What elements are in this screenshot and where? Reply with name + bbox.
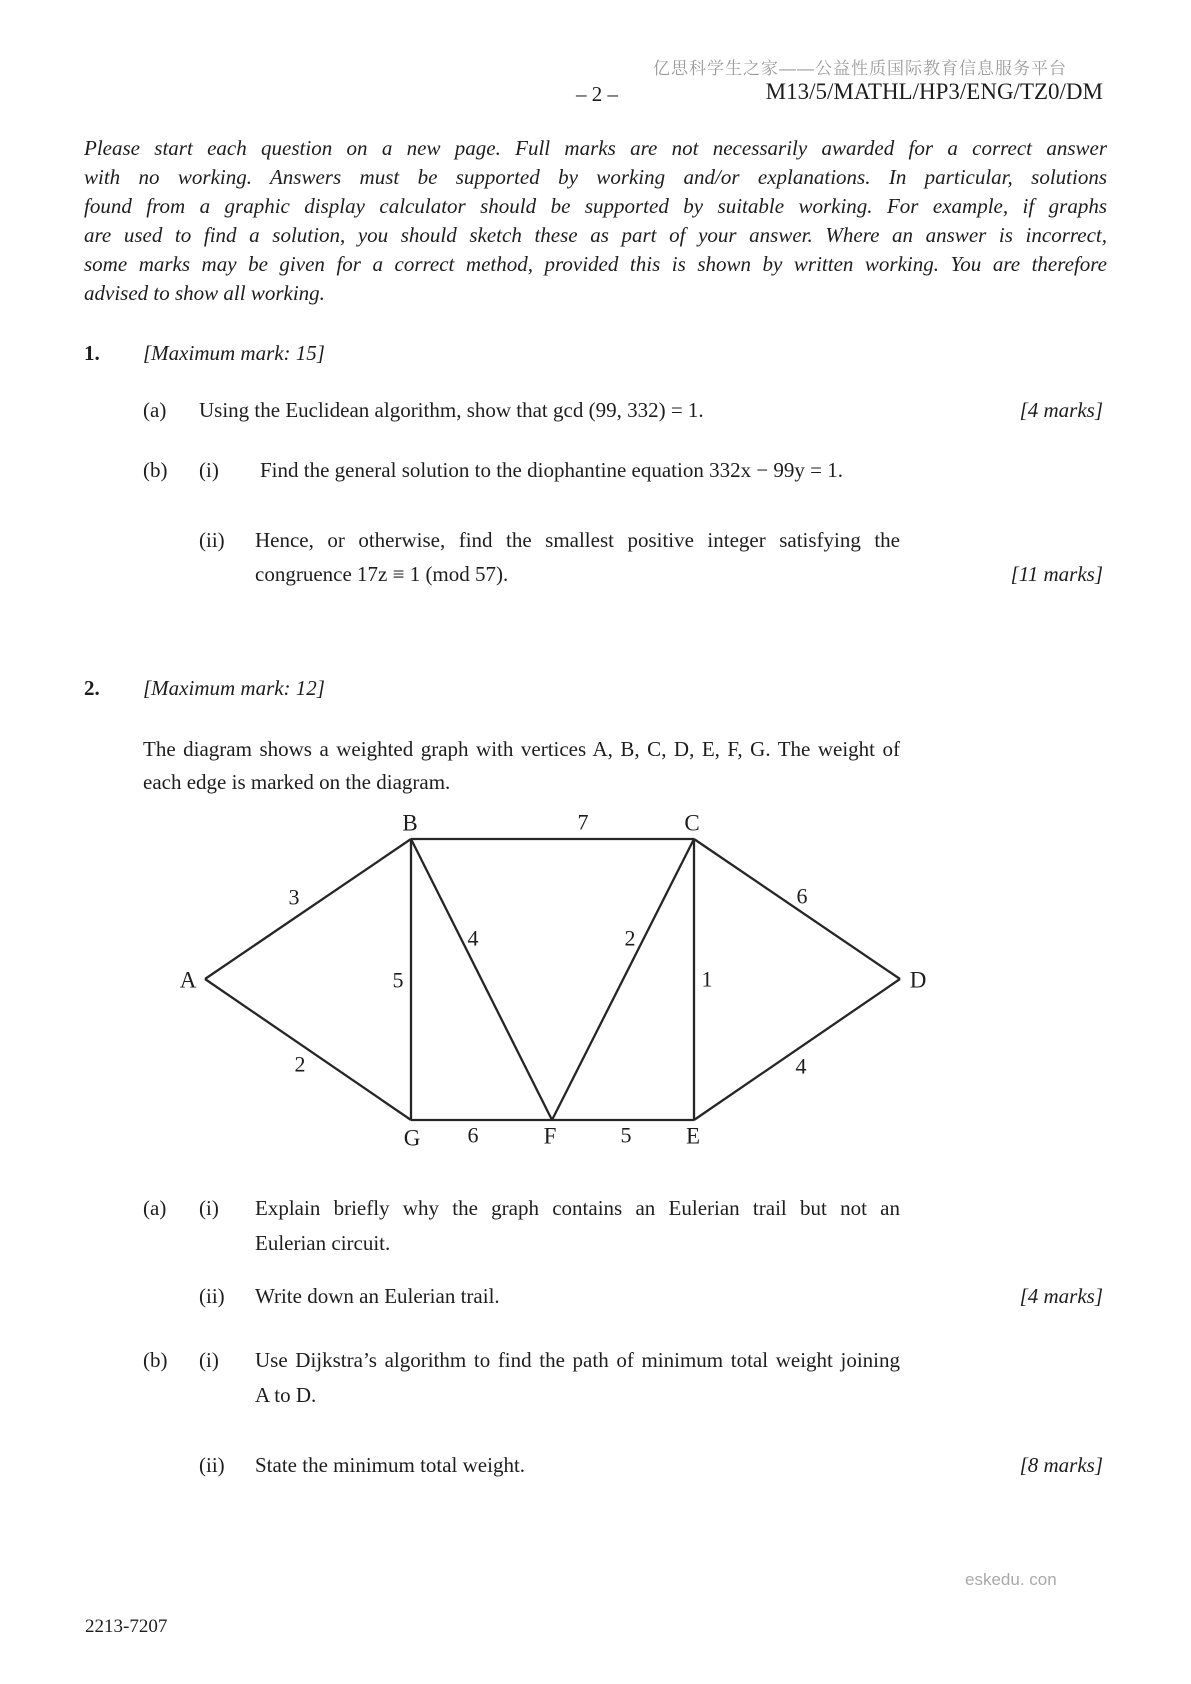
- footer-site-watermark: eskedu. con: [965, 1570, 1057, 1589]
- vertex-label-c: C: [684, 810, 700, 836]
- edge-de-line: [694, 979, 900, 1120]
- q1b-label: (b): [143, 458, 168, 482]
- edge-weight-ag: 2: [294, 1051, 306, 1077]
- q1a-text: Using the Euclidean algorithm, show that gcd (99, 332) = 1.: [199, 398, 704, 422]
- edge-weight-fg: 6: [467, 1122, 479, 1148]
- edge-weight-ef: 5: [620, 1122, 632, 1148]
- q2a-i-line1: Explain briefly why the graph contains an Eulerian trail but not an: [255, 1196, 900, 1220]
- q1b-marks: [11 marks]: [1010, 562, 1103, 586]
- instructions-line: found from a graphic display calculator should be supported by suitable working. For example, if graphs: [84, 194, 1107, 218]
- instructions-line: are used to find a solution, you should sketch these as part of your answer. Where an answer is incorrect,: [84, 223, 1107, 247]
- q2b-ii-label: (ii): [199, 1453, 225, 1477]
- instructions-line: advised to show all working.: [84, 281, 325, 305]
- q2a-marks: [4 marks]: [1019, 1284, 1103, 1308]
- q1b-ii-line1: Hence, or otherwise, find the smallest positive integer satisfying the: [255, 528, 900, 552]
- edge-ab-line: [205, 839, 411, 979]
- edge-bf-line: [411, 839, 552, 1120]
- edge-cd-line: [694, 839, 900, 979]
- q2b-i-label: (i): [199, 1348, 219, 1372]
- q1b-ii-line2: congruence 17z ≡ 1 (mod 57).: [255, 562, 509, 586]
- weighted-graph-diagram: [150, 798, 960, 1170]
- q1-number: 1.: [84, 341, 100, 365]
- instructions-line: Please start each question on a new page. Full marks are not necessarily awarded for a correct answer: [84, 136, 1107, 160]
- q1a-label: (a): [143, 398, 167, 422]
- edge-weight-bg: 5: [392, 967, 404, 993]
- edge-cf-line: [552, 839, 694, 1120]
- q2-max-mark: [Maximum mark: 12]: [143, 676, 325, 700]
- q2-number: 2.: [84, 676, 100, 700]
- edge-weight-bf: 4: [467, 925, 479, 951]
- edge-weight-ab: 3: [288, 884, 300, 910]
- q1b-i-text: Find the general solution to the diophantine equation 332x − 99y = 1.: [260, 458, 844, 482]
- vertex-label-g: G: [403, 1125, 421, 1151]
- q2b-i-line2: A to D.: [255, 1383, 317, 1407]
- q2b-i-line1: Use Dijkstra’s algorithm to find the path of minimum total weight joining: [255, 1348, 900, 1372]
- instructions-line: some marks may be given for a correct method, provided this is shown by written working. You are therefore: [84, 252, 1107, 276]
- q2a-label: (a): [143, 1196, 167, 1220]
- edge-weight-cd: 6: [796, 883, 808, 909]
- q2-intro-line1: The diagram shows a weighted graph with vertices A, B, C, D, E, F, G. The weight of: [143, 737, 900, 761]
- q1b-i-label: (i): [199, 458, 219, 482]
- footer-paper-ref: 2213-7207: [85, 1616, 168, 1637]
- q2a-i-line2: Eulerian circuit.: [255, 1231, 391, 1255]
- vertex-label-e: E: [685, 1123, 701, 1149]
- page-number: – 2 –: [576, 82, 618, 106]
- edge-weight-de: 4: [795, 1053, 807, 1079]
- q2a-ii-text: Write down an Eulerian trail.: [255, 1284, 500, 1308]
- q1b-ii-label: (ii): [199, 528, 225, 552]
- q2b-marks: [8 marks]: [1019, 1453, 1103, 1477]
- vertex-label-d: D: [909, 967, 927, 993]
- q1a-marks: [4 marks]: [1019, 398, 1103, 422]
- header-site-watermark: 亿思科学生之家——公益性质国际教育信息服务平台: [653, 59, 1067, 78]
- q2a-ii-label: (ii): [199, 1284, 225, 1308]
- q2b-ii-text: State the minimum total weight.: [255, 1453, 526, 1477]
- edge-weight-cf: 2: [624, 925, 636, 951]
- instructions-paragraph: [84, 134, 1107, 308]
- vertex-label-f: F: [543, 1123, 557, 1149]
- q1-max-mark: [Maximum mark: 15]: [143, 341, 325, 365]
- q2-intro-line2: each edge is marked on the diagram.: [143, 770, 451, 794]
- vertex-label-b: B: [402, 810, 418, 836]
- q2a-i-label: (i): [199, 1196, 219, 1220]
- edge-weight-ce: 1: [701, 966, 713, 992]
- paper-code: M13/5/MATHL/HP3/ENG/TZ0/DM: [765, 79, 1103, 104]
- edge-ag-line: [205, 979, 411, 1120]
- instructions-line: with no working. Answers must be supported by working and/or explanations. In particular, solutions: [84, 165, 1107, 189]
- q2b-label: (b): [143, 1348, 168, 1372]
- edge-weight-bc: 7: [577, 809, 589, 835]
- vertex-label-a: A: [179, 967, 197, 993]
